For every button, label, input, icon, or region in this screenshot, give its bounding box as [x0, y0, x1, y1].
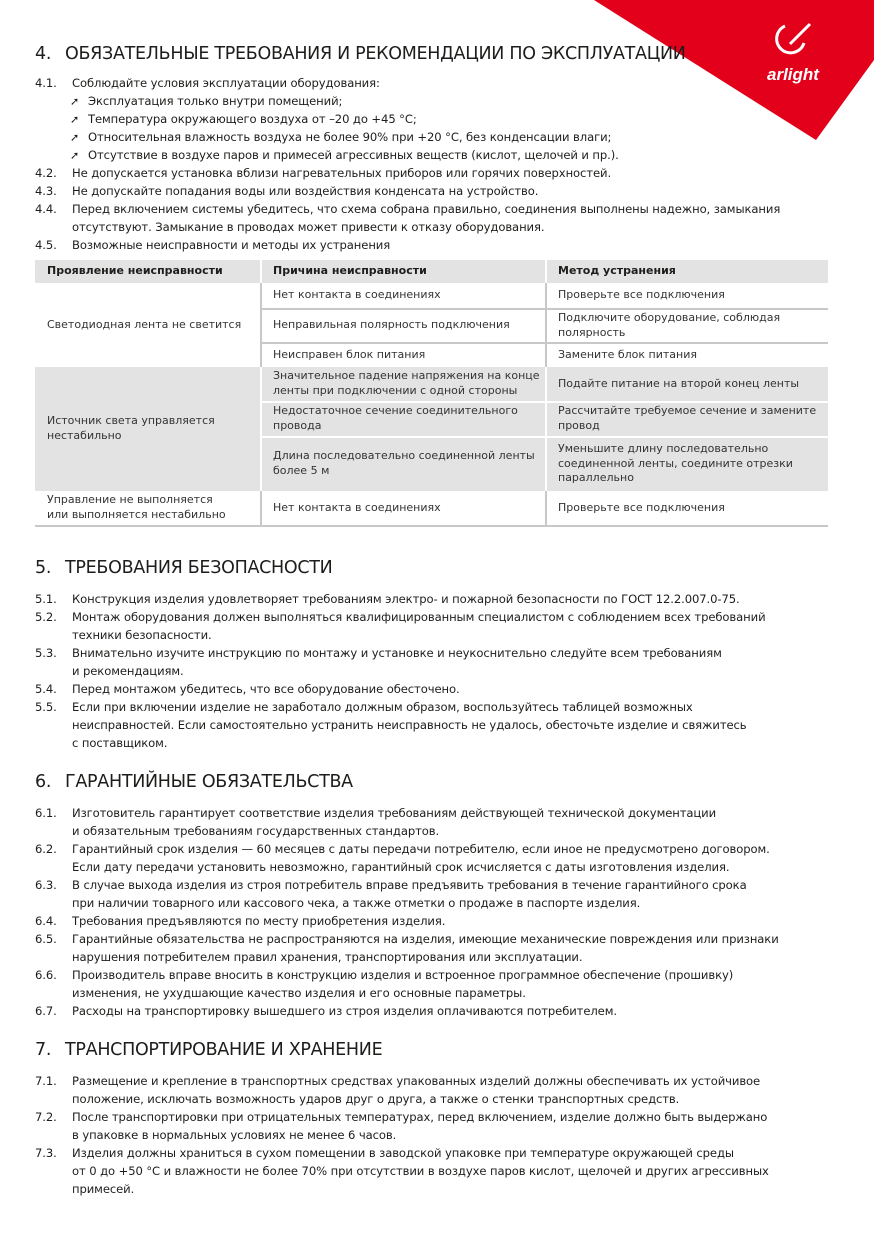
table-cell-fix: Подключите оборудование, соблюдая полярность — [558, 310, 781, 339]
section-5-title: 5. ТРЕБОВАНИЯ БЕЗОПАСНОСТИ — [35, 558, 333, 578]
section-7-title: 7. ТРАНСПОРТИРОВАНИЕ И ХРАНЕНИЕ — [35, 1040, 383, 1060]
arrow-icon: ➚ — [70, 131, 80, 144]
table-cell-fix: Проверьте все подключения — [558, 288, 725, 302]
section-4-title: 4. ОБЯЗАТЕЛЬНЫЕ ТРЕБОВАНИЯ И РЕКОМЕНДАЦИИ ПО ЭКСПЛУАТАЦИИ — [35, 44, 686, 64]
bullet-item: ➚ Эксплуатация только внутри помещений; — [70, 93, 342, 111]
logo-text: arlight — [767, 65, 819, 84]
table-cell-fix: Замените блок питания — [558, 347, 698, 361]
table-cell-symptom: Светодиодная лента не светится — [47, 317, 242, 331]
bullet-item: ➚ Температура окружающего воздуха от –20 до +45 °C; — [70, 111, 417, 129]
table-cell-cause: Недостаточное сечение соединительного провода — [273, 404, 518, 432]
arrow-icon: ➚ — [70, 95, 80, 108]
arrow-icon: ➚ — [70, 113, 80, 126]
brand-logo — [594, 0, 874, 140]
table-cell-cause: Неисправен блок питания — [273, 347, 426, 361]
table-header: Метод устранения — [558, 264, 676, 278]
table-cell-symptom: Источник света управляется нестабильно — [47, 414, 215, 442]
table-cell-fix: Проверьте все подключения — [558, 500, 725, 514]
table-cell-cause: Неправильная полярность подключения — [273, 318, 510, 332]
table-cell-cause: Нет контакта в соединениях — [273, 500, 441, 514]
table-header: Проявление неисправности — [47, 264, 223, 278]
table-cell-cause: Длина последовательно соединенной ленты более 5 м — [273, 449, 535, 477]
table-header: Причина неисправности — [273, 264, 427, 278]
section-6-title: 6. ГАРАНТИЙНЫЕ ОБЯЗАТЕЛЬСТВА — [35, 772, 353, 792]
table-cell-fix: Рассчитайте требуемое сечение и замените провод — [558, 404, 817, 432]
table-cell-cause: Значительное падение напряжения на конце ленты при подключении с одной стороны — [273, 369, 540, 397]
arrow-icon: ➚ — [70, 149, 80, 162]
table-cell-symptom: Управление не выполняется или выполняется нестабильно — [47, 493, 226, 521]
table-cell-fix: Уменьшите длину последовательно соединенной ленты, соедините отрезки параллельно — [558, 442, 793, 485]
bullet-item: ➚ Относительная влажность воздуха не более 90% при +20 °C, без конденсации влаги; — [70, 129, 611, 147]
table-cell-cause: Нет контакта в соединениях — [273, 288, 441, 302]
bullet-item: ➚ Отсутствие в воздухе паров и примесей агрессивных веществ (кислот, щелочей и пр.). — [70, 147, 619, 165]
table-cell-fix: Подайте питание на второй конец ленты — [558, 376, 800, 390]
